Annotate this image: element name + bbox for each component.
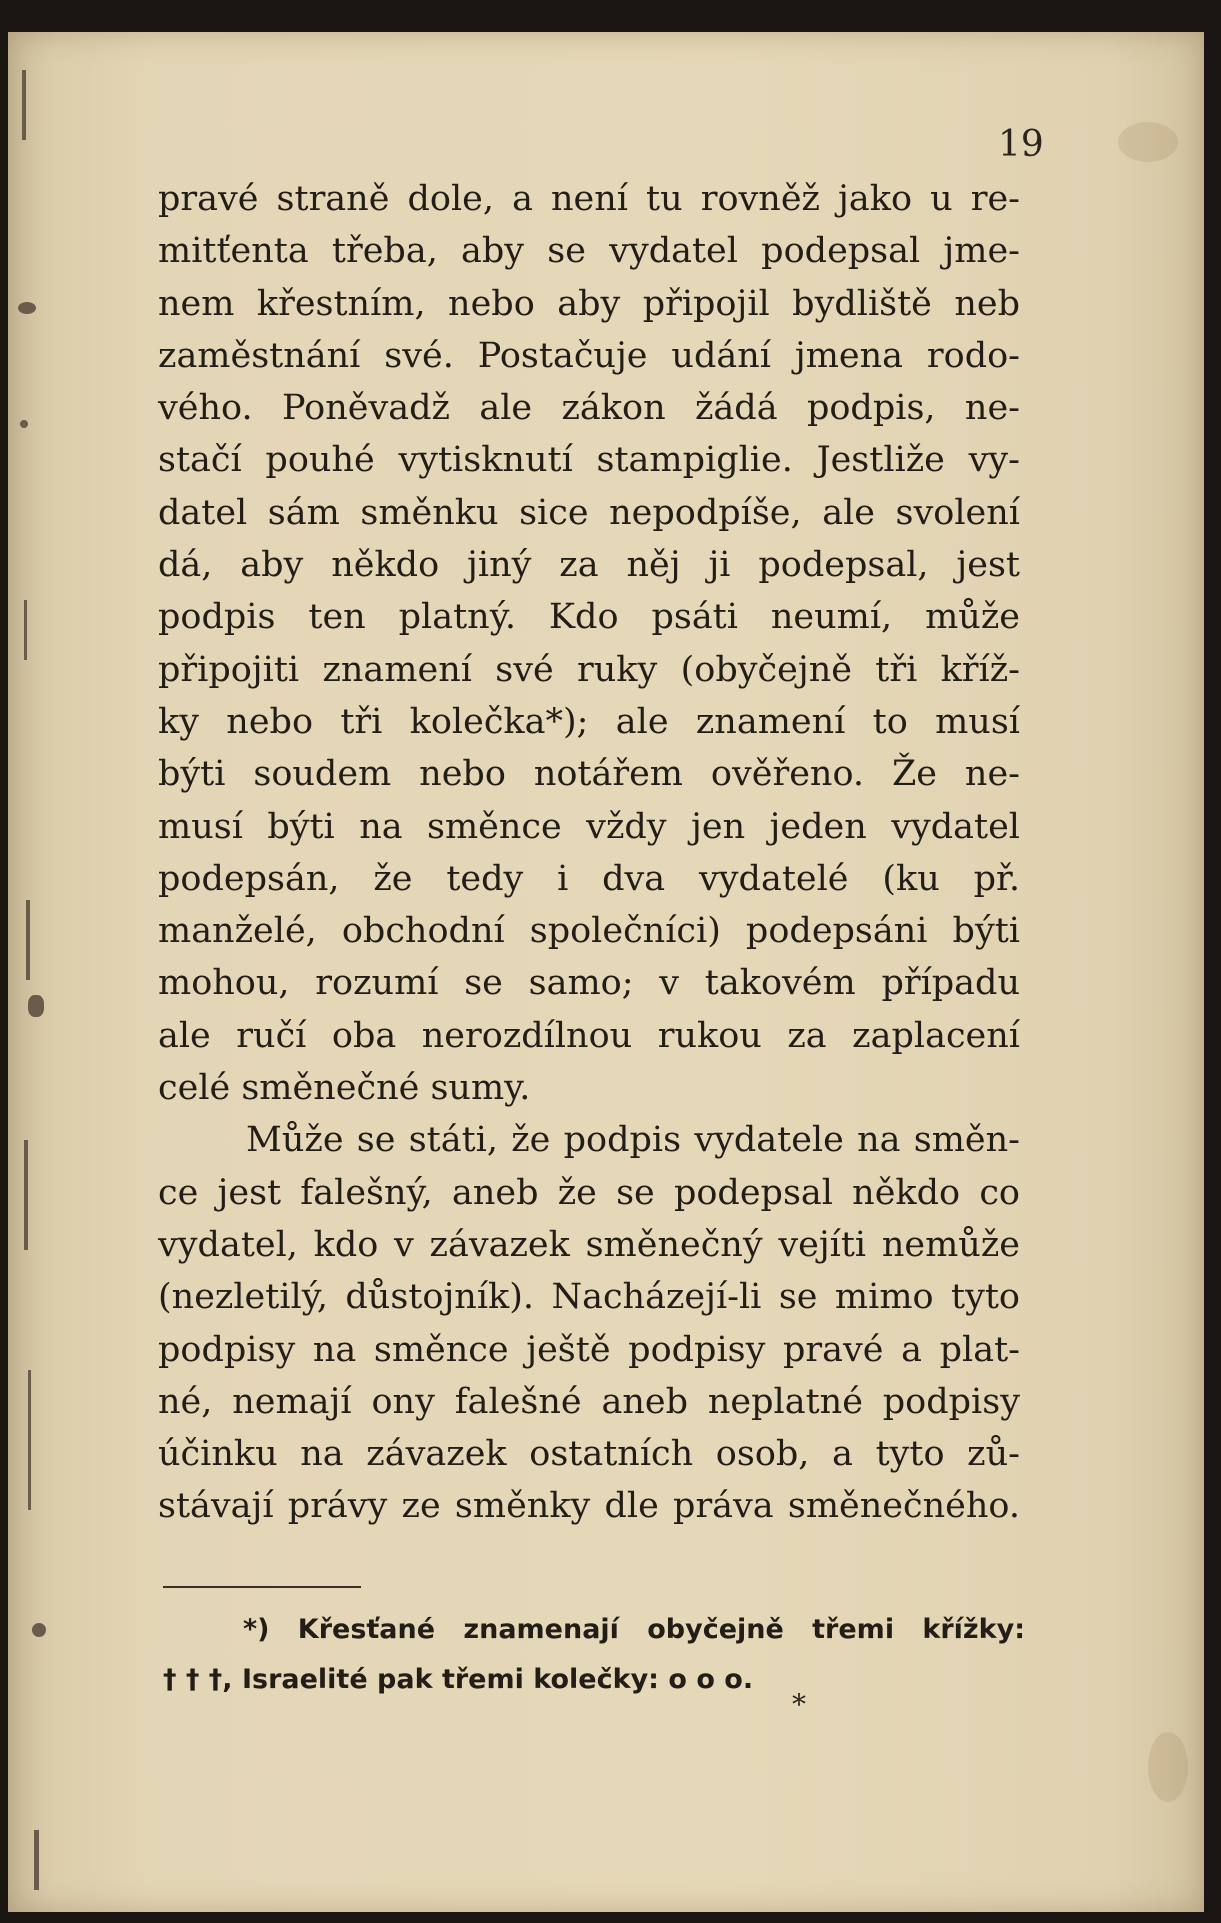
text-line: stávají právy ze směnky dle práva směnečného. [158,1486,1020,1527]
text-line: mohou, rozumí se samo; v takovém případu [158,963,1020,1004]
footnote-divider [163,1586,361,1588]
paper-stain [1148,1732,1188,1802]
paper-stain [1118,122,1178,162]
text-line: nem křestním, nebo aby připojil bydliště neb [158,283,1020,324]
text-line: Může se státi, že podpis vydatele na směn- [246,1120,1020,1161]
text-line: podpisy na směnce ještě podpisy pravé a plat- [158,1329,1020,1370]
text-line: ale ručí oba nerozdílnou rukou za zaplacení [158,1015,1020,1056]
text-line: býti soudem nebo notářem ověřeno. Že ne- [158,754,1020,795]
text-line: připojiti znamení své ruky (obyčejně tři kříž- [158,649,1020,690]
text-line: mitťenta třeba, aby se vydatel podepsal jme- [158,231,1020,272]
text-line: musí býti na směnce vždy jen jeden vydatel [158,806,1020,847]
footnote-line: † † †, Israelité pak třemi kolečky: o o o. [163,1664,754,1695]
text-line: (nezletilý, důstojník). Nacházejí-li se mimo tyto [158,1277,1020,1318]
text-line: vydatel, kdo v závazek směnečný vejíti nemůže [158,1224,1020,1265]
text-line: ky nebo tři kolečka*); ale znamení to musí [158,701,1020,742]
footnote-line: *) Křesťané znamenají obyčejně třemi křížky: [243,1614,1025,1645]
text-line: pravé straně dole, a není tu rovněž jako u re- [158,179,1020,219]
text-line: stačí pouhé vytisknutí stampiglie. Jestliže vy- [158,440,1020,481]
text-line: manželé, obchodní společníci) podepsáni býti [158,911,1020,952]
page-number: 19 [998,124,1044,165]
text-line: podepsán, že tedy i dva vydatelé (ku př. [158,858,1020,899]
text-line: podpis ten platný. Kdo psáti neumí, může [158,597,1020,638]
text-line: ce jest falešný, aneb že se podepsal někdo co [158,1172,1020,1213]
signature-mark: * [792,1688,806,1721]
paragraph-2 [158,1114,1020,1532]
text-line: celé směnečné sumy. [158,1068,531,1109]
text-line: datel sám směnku sice nepodpíše, ale svolení [158,492,1020,533]
text-line: dá, aby někdo jiný za něj ji podepsal, jest [158,545,1020,586]
text-line: účinku na závazek ostatních osob, a tyto zů- [158,1434,1020,1475]
body-text [158,173,1020,1533]
paragraph-1 [158,173,1020,1114]
text-line: né, nemají ony falešné aneb neplatné podpisy [158,1381,1020,1422]
binding-edge-marks [10,40,46,1900]
footnote [163,1605,1025,1705]
text-line: vého. Poněvadž ale zákon žádá podpis, ne- [158,388,1020,429]
text-line: zaměstnání své. Postačuje udání jmena rodo- [158,335,1020,376]
